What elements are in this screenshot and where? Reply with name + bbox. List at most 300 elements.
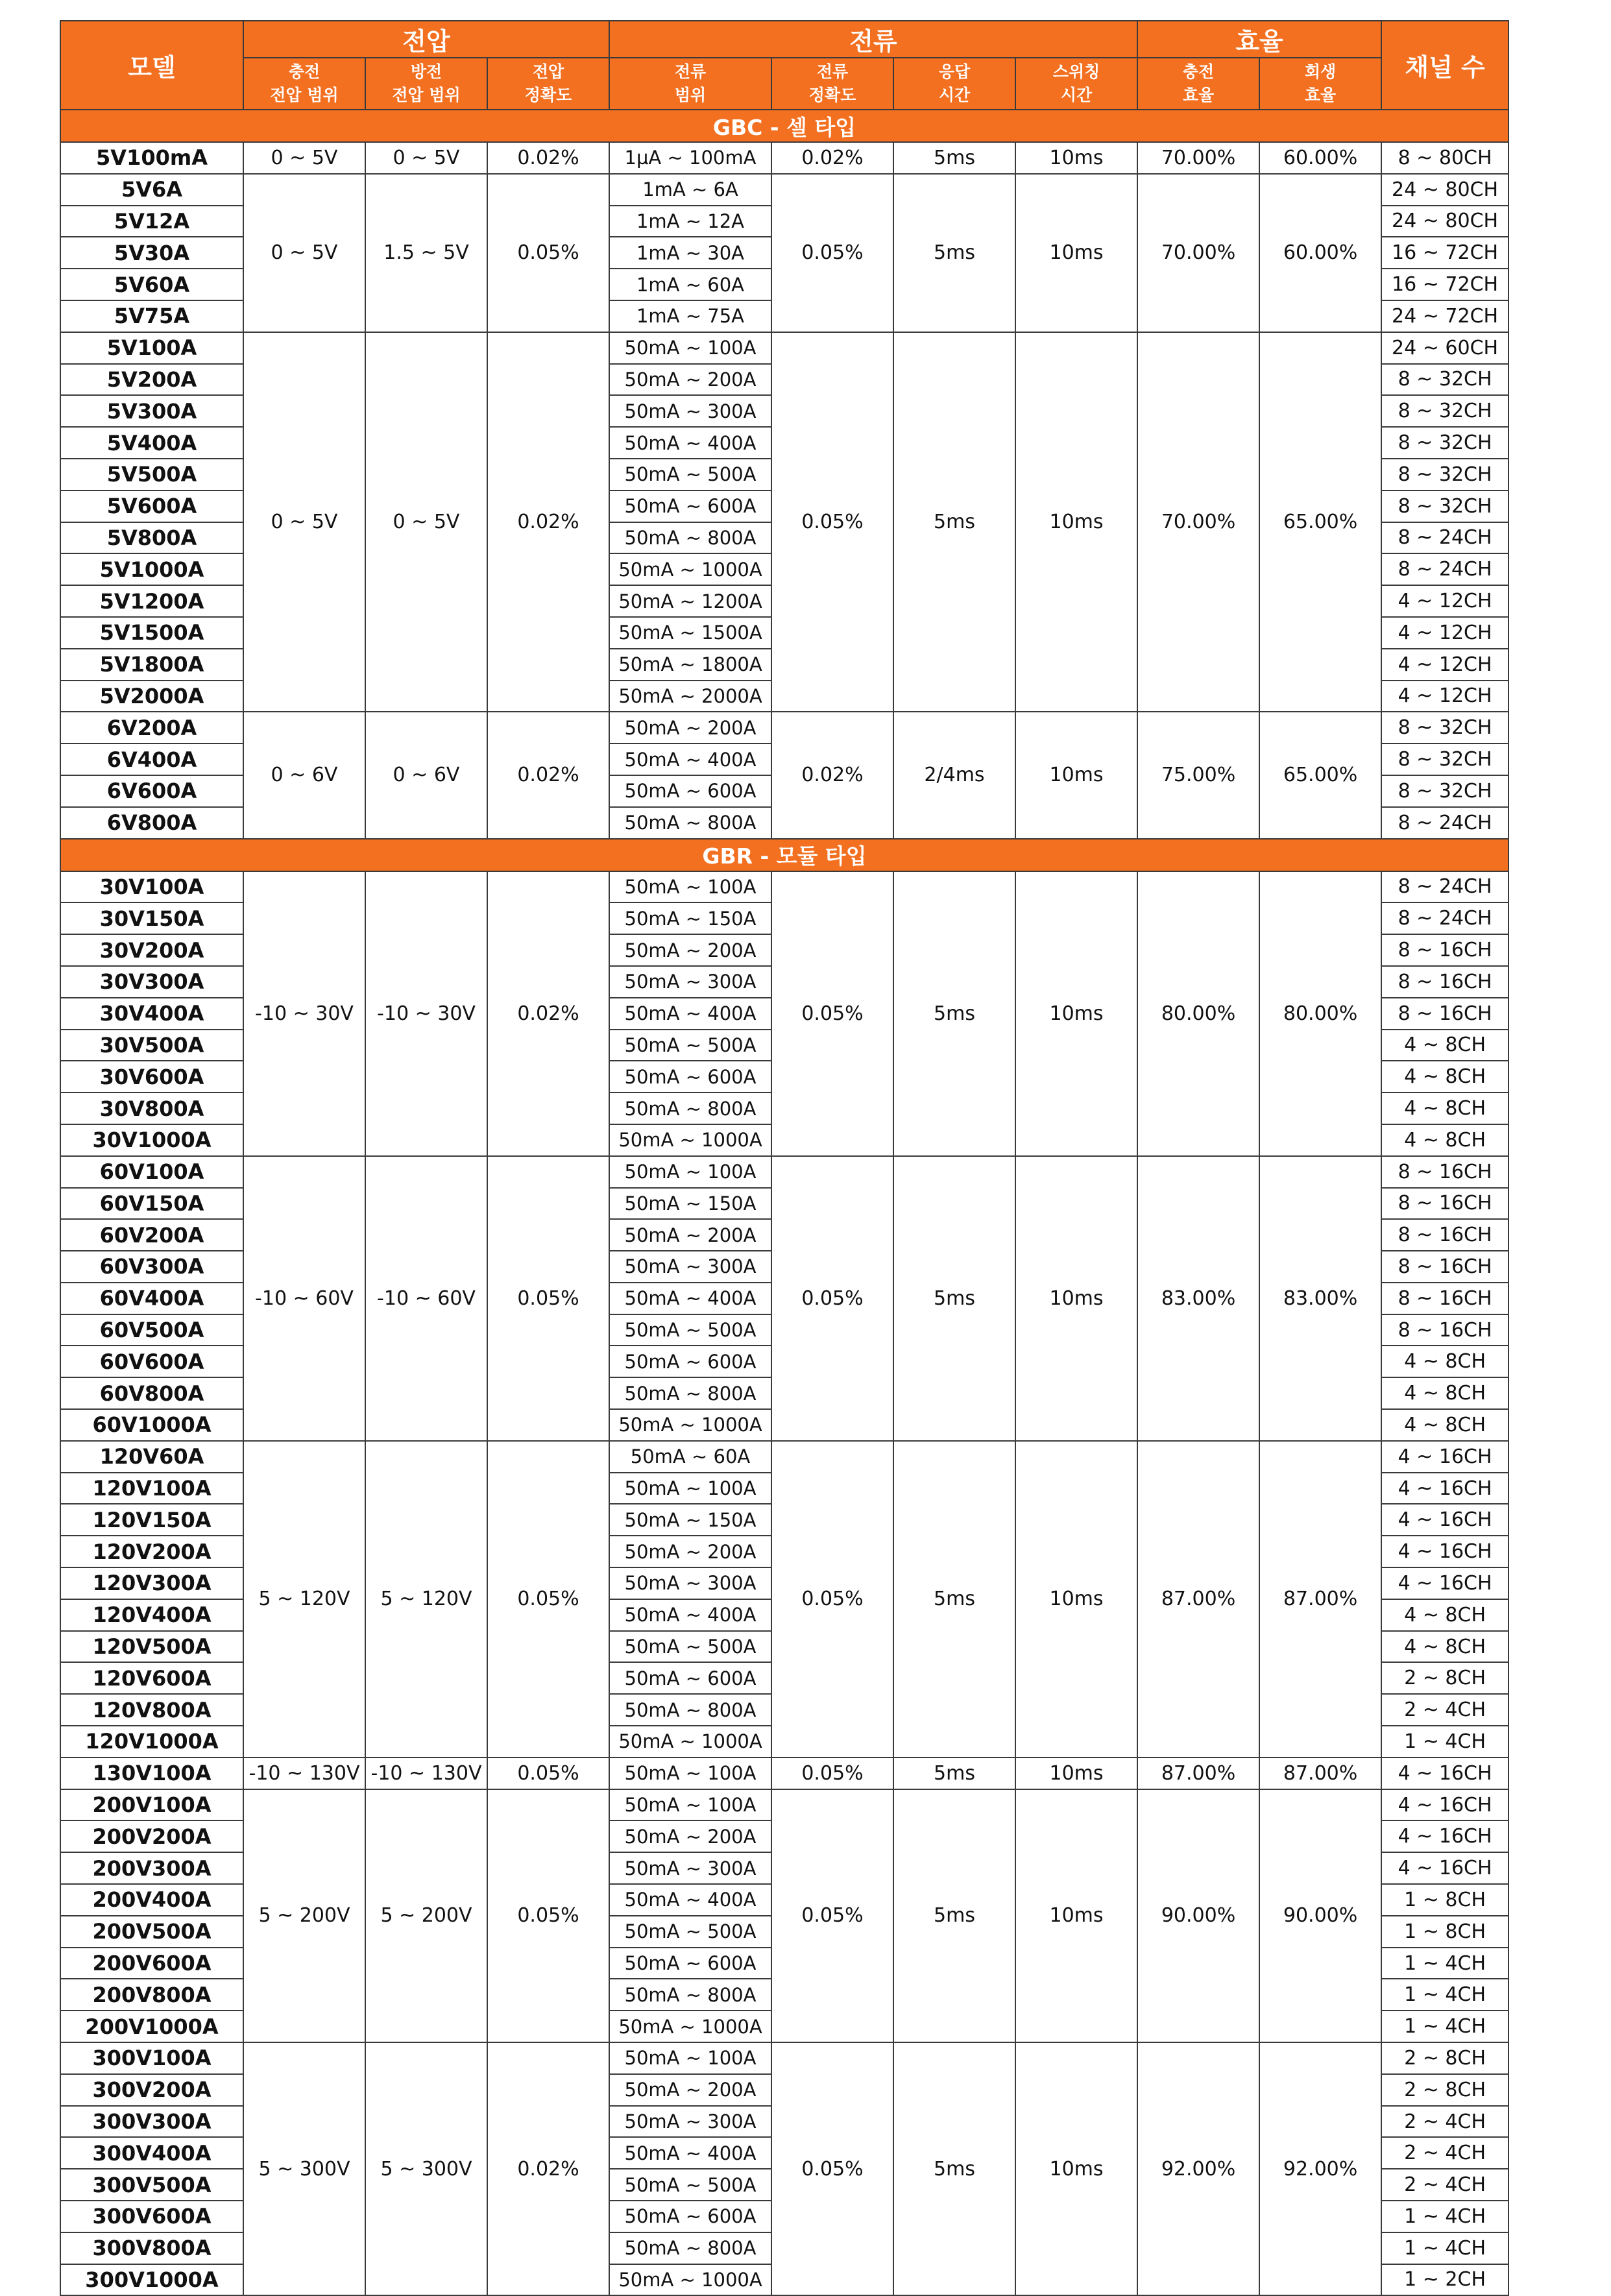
header-regen-efficiency: 회생 효율 bbox=[1259, 58, 1381, 110]
spec-body bbox=[60, 110, 1508, 2295]
channel-count-cell: 4 ~ 16CH bbox=[1381, 1536, 1508, 1567]
channel-count-cell: 4 ~ 16CH bbox=[1381, 1758, 1508, 1789]
switching-time-cell: 10ms bbox=[1015, 174, 1137, 332]
header-charge-voltage-range: 충전 전압 범위 bbox=[243, 58, 365, 110]
model-cell: 200V1000A bbox=[60, 2011, 243, 2042]
discharge-voltage-range-cell: 5 ~ 300V bbox=[365, 2042, 487, 2295]
current-range-cell: 50mA ~ 100A bbox=[609, 1473, 771, 1504]
current-accuracy-cell: 0.05% bbox=[771, 2042, 893, 2295]
model-cell: 120V400A bbox=[60, 1599, 243, 1631]
channel-count-cell: 4 ~ 8CH bbox=[1381, 1631, 1508, 1663]
channel-count-cell: 4 ~ 8CH bbox=[1381, 1377, 1508, 1409]
channel-count-cell: 4 ~ 16CH bbox=[1381, 1789, 1508, 1821]
current-range-cell: 50mA ~ 500A bbox=[609, 1631, 771, 1663]
model-cell: 60V100A bbox=[60, 1156, 243, 1188]
model-cell: 120V500A bbox=[60, 1631, 243, 1663]
model-cell: 60V1000A bbox=[60, 1409, 243, 1441]
current-range-cell: 1mA ~ 60A bbox=[609, 269, 771, 300]
current-range-cell: 50mA ~ 500A bbox=[609, 1916, 771, 1948]
channel-count-cell: 2 ~ 8CH bbox=[1381, 2042, 1508, 2074]
model-cell: 60V300A bbox=[60, 1251, 243, 1283]
response-time-cell: 5ms bbox=[893, 142, 1015, 174]
discharge-voltage-range-cell: -10 ~ 130V bbox=[365, 1758, 487, 1789]
current-accuracy-cell: 0.05% bbox=[771, 1758, 893, 1789]
channel-count-cell: 8 ~ 16CH bbox=[1381, 1219, 1508, 1251]
model-cell: 200V100A bbox=[60, 1789, 243, 1821]
charge-voltage-range-cell: 0 ~ 5V bbox=[243, 174, 365, 332]
charge-voltage-range-cell: 0 ~ 6V bbox=[243, 712, 365, 838]
regen-efficiency-cell: 87.00% bbox=[1259, 1441, 1381, 1758]
current-range-cell: 50mA ~ 600A bbox=[609, 775, 771, 807]
current-range-cell: 50mA ~ 150A bbox=[609, 902, 771, 934]
channel-count-cell: 4 ~ 8CH bbox=[1381, 1409, 1508, 1441]
current-range-cell: 50mA ~ 800A bbox=[609, 1979, 771, 2011]
model-cell: 30V300A bbox=[60, 966, 243, 998]
charge-efficiency-cell: 80.00% bbox=[1137, 871, 1259, 1156]
current-range-cell: 50mA ~ 600A bbox=[609, 1662, 771, 1694]
current-range-cell: 50mA ~ 2000A bbox=[609, 681, 771, 712]
discharge-voltage-range-cell: 0 ~ 5V bbox=[365, 332, 487, 712]
model-cell: 5V1200A bbox=[60, 585, 243, 617]
voltage-accuracy-cell: 0.05% bbox=[487, 1758, 609, 1789]
discharge-voltage-range-cell: -10 ~ 60V bbox=[365, 1156, 487, 1441]
model-cell: 300V300A bbox=[60, 2106, 243, 2138]
channel-count-cell: 1 ~ 2CH bbox=[1381, 2264, 1508, 2296]
channel-count-cell: 4 ~ 16CH bbox=[1381, 1473, 1508, 1504]
current-range-cell: 50mA ~ 300A bbox=[609, 1251, 771, 1283]
model-cell: 6V600A bbox=[60, 775, 243, 807]
header-charge-efficiency: 충전 효율 bbox=[1137, 58, 1259, 110]
model-cell: 6V200A bbox=[60, 712, 243, 743]
current-range-cell: 50mA ~ 300A bbox=[609, 1852, 771, 1884]
channel-count-cell: 1 ~ 4CH bbox=[1381, 2232, 1508, 2264]
model-cell: 120V60A bbox=[60, 1441, 243, 1473]
model-cell: 5V1000A bbox=[60, 553, 243, 585]
channel-count-cell: 4 ~ 16CH bbox=[1381, 1820, 1508, 1852]
current-range-cell: 50mA ~ 200A bbox=[609, 1820, 771, 1852]
channel-count-cell: 2 ~ 4CH bbox=[1381, 2106, 1508, 2138]
channel-count-cell: 4 ~ 12CH bbox=[1381, 617, 1508, 649]
current-range-cell: 50mA ~ 200A bbox=[609, 2074, 771, 2106]
current-accuracy-cell: 0.05% bbox=[771, 332, 893, 712]
model-cell: 6V800A bbox=[60, 807, 243, 839]
response-time-cell: 2/4ms bbox=[893, 712, 1015, 838]
current-range-cell: 50mA ~ 800A bbox=[609, 1377, 771, 1409]
charge-voltage-range-cell: -10 ~ 30V bbox=[243, 871, 365, 1156]
voltage-accuracy-cell: 0.05% bbox=[487, 1156, 609, 1441]
current-accuracy-cell: 0.05% bbox=[771, 871, 893, 1156]
header-switching-time: 스위칭 시간 bbox=[1015, 58, 1137, 110]
channel-count-cell: 4 ~ 8CH bbox=[1381, 1346, 1508, 1377]
model-cell: 60V800A bbox=[60, 1377, 243, 1409]
current-range-cell: 50mA ~ 1000A bbox=[609, 2264, 771, 2296]
model-cell: 60V500A bbox=[60, 1314, 243, 1346]
charge-efficiency-cell: 87.00% bbox=[1137, 1441, 1259, 1758]
channel-count-cell: 4 ~ 16CH bbox=[1381, 1852, 1508, 1884]
switching-time-cell: 10ms bbox=[1015, 332, 1137, 712]
model-cell: 30V800A bbox=[60, 1093, 243, 1124]
switching-time-cell: 10ms bbox=[1015, 2042, 1137, 2295]
regen-efficiency-cell: 65.00% bbox=[1259, 332, 1381, 712]
channel-count-cell: 8 ~ 32CH bbox=[1381, 743, 1508, 775]
header-efficiency: 효율 bbox=[1137, 21, 1381, 58]
model-cell: 5V600A bbox=[60, 490, 243, 522]
regen-efficiency-cell: 90.00% bbox=[1259, 1789, 1381, 2042]
channel-count-cell: 4 ~ 16CH bbox=[1381, 1504, 1508, 1536]
current-range-cell: 50mA ~ 400A bbox=[609, 1283, 771, 1314]
current-range-cell: 50mA ~ 1200A bbox=[609, 585, 771, 617]
current-range-cell: 50mA ~ 500A bbox=[609, 459, 771, 490]
model-cell: 200V600A bbox=[60, 1948, 243, 1979]
current-range-cell: 50mA ~ 800A bbox=[609, 807, 771, 839]
current-range-cell: 50mA ~ 800A bbox=[609, 522, 771, 554]
current-range-cell: 50mA ~ 400A bbox=[609, 427, 771, 459]
current-range-cell: 50mA ~ 400A bbox=[609, 1884, 771, 1916]
current-range-cell: 50mA ~ 500A bbox=[609, 1030, 771, 1061]
current-range-cell: 50mA ~ 500A bbox=[609, 1314, 771, 1346]
model-cell: 5V800A bbox=[60, 522, 243, 554]
current-range-cell: 50mA ~ 800A bbox=[609, 1093, 771, 1124]
response-time-cell: 5ms bbox=[893, 871, 1015, 1156]
model-cell: 6V400A bbox=[60, 743, 243, 775]
model-cell: 5V500A bbox=[60, 459, 243, 490]
model-cell: 120V200A bbox=[60, 1536, 243, 1567]
section-header-row bbox=[60, 110, 1508, 142]
discharge-voltage-range-cell: 5 ~ 120V bbox=[365, 1441, 487, 1758]
response-time-cell: 5ms bbox=[893, 1789, 1015, 2042]
model-cell: 300V200A bbox=[60, 2074, 243, 2106]
model-cell: 120V100A bbox=[60, 1473, 243, 1504]
voltage-accuracy-cell: 0.02% bbox=[487, 2042, 609, 2295]
current-range-cell: 50mA ~ 800A bbox=[609, 1694, 771, 1726]
channel-count-cell: 8 ~ 24CH bbox=[1381, 553, 1508, 585]
model-cell: 300V800A bbox=[60, 2232, 243, 2264]
regen-efficiency-cell: 80.00% bbox=[1259, 871, 1381, 1156]
model-cell: 200V300A bbox=[60, 1852, 243, 1884]
model-cell: 5V100mA bbox=[60, 142, 243, 174]
current-range-cell: 50mA ~ 300A bbox=[609, 966, 771, 998]
charge-voltage-range-cell: 5 ~ 200V bbox=[243, 1789, 365, 2042]
current-range-cell: 50mA ~ 300A bbox=[609, 2106, 771, 2138]
model-cell: 5V200A bbox=[60, 364, 243, 396]
current-accuracy-cell: 0.05% bbox=[771, 1441, 893, 1758]
discharge-voltage-range-cell: 0 ~ 5V bbox=[365, 142, 487, 174]
channel-count-cell: 2 ~ 8CH bbox=[1381, 1662, 1508, 1694]
current-range-cell: 50mA ~ 100A bbox=[609, 1758, 771, 1789]
switching-time-cell: 10ms bbox=[1015, 1441, 1137, 1758]
current-range-cell: 50mA ~ 1500A bbox=[609, 617, 771, 649]
current-range-cell: 50mA ~ 200A bbox=[609, 1536, 771, 1567]
header-response-time: 응답 시간 bbox=[893, 58, 1015, 110]
current-range-cell: 50mA ~ 200A bbox=[609, 712, 771, 743]
header-model: 모델 bbox=[60, 21, 243, 110]
current-range-cell: 50mA ~ 100A bbox=[609, 871, 771, 903]
channel-count-cell: 8 ~ 16CH bbox=[1381, 1188, 1508, 1220]
discharge-voltage-range-cell: -10 ~ 30V bbox=[365, 871, 487, 1156]
model-cell: 5V2000A bbox=[60, 681, 243, 712]
current-range-cell: 50mA ~ 500A bbox=[609, 2169, 771, 2201]
switching-time-cell: 10ms bbox=[1015, 142, 1137, 174]
model-cell: 30V500A bbox=[60, 1030, 243, 1061]
model-cell: 5V6A bbox=[60, 174, 243, 206]
voltage-accuracy-cell: 0.05% bbox=[487, 174, 609, 332]
voltage-accuracy-cell: 0.05% bbox=[487, 1789, 609, 2042]
current-range-cell: 50mA ~ 100A bbox=[609, 1156, 771, 1188]
model-cell: 130V100A bbox=[60, 1758, 243, 1789]
current-range-cell: 50mA ~ 1000A bbox=[609, 2011, 771, 2042]
charge-voltage-range-cell: 0 ~ 5V bbox=[243, 142, 365, 174]
regen-efficiency-cell: 65.00% bbox=[1259, 712, 1381, 838]
model-cell: 200V800A bbox=[60, 1979, 243, 2011]
current-accuracy-cell: 0.05% bbox=[771, 174, 893, 332]
table-row bbox=[60, 142, 1508, 174]
header-channels: 채널 수 bbox=[1381, 21, 1508, 110]
channel-count-cell: 24 ~ 80CH bbox=[1381, 206, 1508, 237]
voltage-accuracy-cell: 0.05% bbox=[487, 1441, 609, 1758]
current-accuracy-cell: 0.05% bbox=[771, 1156, 893, 1441]
current-range-cell: 50mA ~ 400A bbox=[609, 743, 771, 775]
discharge-voltage-range-cell: 5 ~ 200V bbox=[365, 1789, 487, 2042]
current-accuracy-cell: 0.02% bbox=[771, 142, 893, 174]
channel-count-cell: 8 ~ 16CH bbox=[1381, 966, 1508, 998]
switching-time-cell: 10ms bbox=[1015, 1758, 1137, 1789]
header-current-range: 전류 범위 bbox=[609, 58, 771, 110]
current-range-cell: 50mA ~ 200A bbox=[609, 934, 771, 966]
channel-count-cell: 4 ~ 16CH bbox=[1381, 1567, 1508, 1599]
table-row bbox=[60, 332, 1508, 364]
channel-count-cell: 8 ~ 32CH bbox=[1381, 712, 1508, 743]
charge-efficiency-cell: 70.00% bbox=[1137, 332, 1259, 712]
current-range-cell: 50mA ~ 800A bbox=[609, 2232, 771, 2264]
channel-count-cell: 8 ~ 32CH bbox=[1381, 395, 1508, 427]
header-voltage-accuracy: 전압 정확도 bbox=[487, 58, 609, 110]
channel-count-cell: 24 ~ 80CH bbox=[1381, 174, 1508, 206]
regen-efficiency-cell: 92.00% bbox=[1259, 2042, 1381, 2295]
channel-count-cell: 1 ~ 8CH bbox=[1381, 1916, 1508, 1948]
current-range-cell: 50mA ~ 600A bbox=[609, 1061, 771, 1093]
model-cell: 300V100A bbox=[60, 2042, 243, 2074]
current-range-cell: 50mA ~ 400A bbox=[609, 2137, 771, 2169]
model-cell: 30V200A bbox=[60, 934, 243, 966]
channel-count-cell: 4 ~ 12CH bbox=[1381, 585, 1508, 617]
table-row bbox=[60, 2042, 1508, 2074]
charge-voltage-range-cell: -10 ~ 60V bbox=[243, 1156, 365, 1441]
channel-count-cell: 8 ~ 80CH bbox=[1381, 142, 1508, 174]
model-cell: 120V800A bbox=[60, 1694, 243, 1726]
current-range-cell: 50mA ~ 100A bbox=[609, 332, 771, 364]
current-range-cell: 50mA ~ 600A bbox=[609, 1346, 771, 1377]
channel-count-cell: 4 ~ 12CH bbox=[1381, 681, 1508, 712]
voltage-accuracy-cell: 0.02% bbox=[487, 871, 609, 1156]
current-range-cell: 50mA ~ 1000A bbox=[609, 1726, 771, 1758]
current-range-cell: 50mA ~ 1000A bbox=[609, 553, 771, 585]
model-cell: 200V500A bbox=[60, 1916, 243, 1948]
channel-count-cell: 8 ~ 16CH bbox=[1381, 1283, 1508, 1314]
section-header-row bbox=[60, 839, 1508, 871]
model-cell: 300V1000A bbox=[60, 2264, 243, 2296]
model-cell: 300V400A bbox=[60, 2137, 243, 2169]
response-time-cell: 5ms bbox=[893, 332, 1015, 712]
current-range-cell: 1mA ~ 30A bbox=[609, 237, 771, 269]
model-cell: 5V12A bbox=[60, 206, 243, 237]
response-time-cell: 5ms bbox=[893, 2042, 1015, 2295]
header-voltage: 전압 bbox=[243, 21, 609, 58]
switching-time-cell: 10ms bbox=[1015, 1156, 1137, 1441]
model-cell: 60V600A bbox=[60, 1346, 243, 1377]
charge-efficiency-cell: 75.00% bbox=[1137, 712, 1259, 838]
channel-count-cell: 8 ~ 32CH bbox=[1381, 427, 1508, 459]
model-cell: 120V150A bbox=[60, 1504, 243, 1536]
model-cell: 300V500A bbox=[60, 2169, 243, 2201]
model-cell: 5V1500A bbox=[60, 617, 243, 649]
charge-voltage-range-cell: 0 ~ 5V bbox=[243, 332, 365, 712]
channel-count-cell: 1 ~ 4CH bbox=[1381, 1726, 1508, 1758]
current-range-cell: 50mA ~ 400A bbox=[609, 998, 771, 1030]
model-cell: 300V600A bbox=[60, 2201, 243, 2232]
header-current: 전류 bbox=[609, 21, 1137, 58]
channel-count-cell: 24 ~ 72CH bbox=[1381, 300, 1508, 332]
model-cell: 5V60A bbox=[60, 269, 243, 300]
channel-count-cell: 4 ~ 8CH bbox=[1381, 1030, 1508, 1061]
current-range-cell: 1µA ~ 100mA bbox=[609, 142, 771, 174]
channel-count-cell: 1 ~ 4CH bbox=[1381, 1979, 1508, 2011]
model-cell: 30V1000A bbox=[60, 1124, 243, 1156]
channel-count-cell: 2 ~ 4CH bbox=[1381, 1694, 1508, 1726]
regen-efficiency-cell: 60.00% bbox=[1259, 174, 1381, 332]
channel-count-cell: 1 ~ 4CH bbox=[1381, 2201, 1508, 2232]
charge-voltage-range-cell: -10 ~ 130V bbox=[243, 1758, 365, 1789]
channel-count-cell: 8 ~ 32CH bbox=[1381, 364, 1508, 396]
channel-count-cell: 8 ~ 16CH bbox=[1381, 1156, 1508, 1188]
charge-efficiency-cell: 90.00% bbox=[1137, 1789, 1259, 2042]
channel-count-cell: 16 ~ 72CH bbox=[1381, 269, 1508, 300]
channel-count-cell: 8 ~ 24CH bbox=[1381, 807, 1508, 839]
model-cell: 120V300A bbox=[60, 1567, 243, 1599]
table-row bbox=[60, 174, 1508, 206]
current-range-cell: 50mA ~ 400A bbox=[609, 1599, 771, 1631]
regen-efficiency-cell: 83.00% bbox=[1259, 1156, 1381, 1441]
switching-time-cell: 10ms bbox=[1015, 871, 1137, 1156]
regen-efficiency-cell: 60.00% bbox=[1259, 142, 1381, 174]
response-time-cell: 5ms bbox=[893, 1441, 1015, 1758]
current-range-cell: 50mA ~ 150A bbox=[609, 1188, 771, 1220]
table-row bbox=[60, 712, 1508, 743]
spec-table bbox=[60, 20, 1509, 2296]
current-range-cell: 50mA ~ 150A bbox=[609, 1504, 771, 1536]
table-row bbox=[60, 1441, 1508, 1473]
current-range-cell: 1mA ~ 75A bbox=[609, 300, 771, 332]
channel-count-cell: 4 ~ 8CH bbox=[1381, 1061, 1508, 1093]
channel-count-cell: 4 ~ 8CH bbox=[1381, 1599, 1508, 1631]
model-cell: 200V400A bbox=[60, 1884, 243, 1916]
section-title: GBR - 모듈 타입 bbox=[60, 839, 1508, 871]
channel-count-cell: 8 ~ 16CH bbox=[1381, 998, 1508, 1030]
current-accuracy-cell: 0.02% bbox=[771, 712, 893, 838]
model-cell: 120V600A bbox=[60, 1662, 243, 1694]
header-current-accuracy: 전류 정확도 bbox=[771, 58, 893, 110]
current-range-cell: 50mA ~ 600A bbox=[609, 1948, 771, 1979]
current-range-cell: 50mA ~ 60A bbox=[609, 1441, 771, 1473]
model-cell: 30V150A bbox=[60, 902, 243, 934]
channel-count-cell: 1 ~ 4CH bbox=[1381, 2011, 1508, 2042]
channel-count-cell: 4 ~ 12CH bbox=[1381, 649, 1508, 681]
channel-count-cell: 4 ~ 8CH bbox=[1381, 1124, 1508, 1156]
channel-count-cell: 2 ~ 8CH bbox=[1381, 2074, 1508, 2106]
channel-count-cell: 8 ~ 32CH bbox=[1381, 775, 1508, 807]
model-cell: 200V200A bbox=[60, 1820, 243, 1852]
response-time-cell: 5ms bbox=[893, 1758, 1015, 1789]
voltage-accuracy-cell: 0.02% bbox=[487, 332, 609, 712]
table-row bbox=[60, 1789, 1508, 1821]
response-time-cell: 5ms bbox=[893, 174, 1015, 332]
model-cell: 5V75A bbox=[60, 300, 243, 332]
channel-count-cell: 8 ~ 24CH bbox=[1381, 871, 1508, 903]
current-range-cell: 1mA ~ 6A bbox=[609, 174, 771, 206]
voltage-accuracy-cell: 0.02% bbox=[487, 712, 609, 838]
current-range-cell: 1mA ~ 12A bbox=[609, 206, 771, 237]
charge-voltage-range-cell: 5 ~ 120V bbox=[243, 1441, 365, 1758]
header-discharge-voltage-range: 방전 전압 범위 bbox=[365, 58, 487, 110]
charge-efficiency-cell: 92.00% bbox=[1137, 2042, 1259, 2295]
current-range-cell: 50mA ~ 600A bbox=[609, 2201, 771, 2232]
channel-count-cell: 8 ~ 24CH bbox=[1381, 522, 1508, 554]
model-cell: 60V200A bbox=[60, 1219, 243, 1251]
charge-efficiency-cell: 70.00% bbox=[1137, 174, 1259, 332]
charge-voltage-range-cell: 5 ~ 300V bbox=[243, 2042, 365, 2295]
current-range-cell: 50mA ~ 300A bbox=[609, 395, 771, 427]
charge-efficiency-cell: 70.00% bbox=[1137, 142, 1259, 174]
channel-count-cell: 2 ~ 4CH bbox=[1381, 2169, 1508, 2201]
current-range-cell: 50mA ~ 100A bbox=[609, 2042, 771, 2074]
model-cell: 5V400A bbox=[60, 427, 243, 459]
model-cell: 60V150A bbox=[60, 1188, 243, 1220]
channel-count-cell: 4 ~ 16CH bbox=[1381, 1441, 1508, 1473]
channel-count-cell: 8 ~ 16CH bbox=[1381, 934, 1508, 966]
voltage-accuracy-cell: 0.02% bbox=[487, 142, 609, 174]
section-title: GBC - 셀 타입 bbox=[60, 110, 1508, 142]
channel-count-cell: 8 ~ 16CH bbox=[1381, 1251, 1508, 1283]
current-accuracy-cell: 0.05% bbox=[771, 1789, 893, 2042]
discharge-voltage-range-cell: 1.5 ~ 5V bbox=[365, 174, 487, 332]
channel-count-cell: 16 ~ 72CH bbox=[1381, 237, 1508, 269]
channel-count-cell: 8 ~ 32CH bbox=[1381, 459, 1508, 490]
model-cell: 5V30A bbox=[60, 237, 243, 269]
model-cell: 30V100A bbox=[60, 871, 243, 903]
table-row bbox=[60, 1758, 1508, 1789]
switching-time-cell: 10ms bbox=[1015, 1789, 1137, 2042]
model-cell: 120V1000A bbox=[60, 1726, 243, 1758]
model-cell: 60V400A bbox=[60, 1283, 243, 1314]
charge-efficiency-cell: 87.00% bbox=[1137, 1758, 1259, 1789]
response-time-cell: 5ms bbox=[893, 1156, 1015, 1441]
channel-count-cell: 4 ~ 8CH bbox=[1381, 1093, 1508, 1124]
switching-time-cell: 10ms bbox=[1015, 712, 1137, 838]
regen-efficiency-cell: 87.00% bbox=[1259, 1758, 1381, 1789]
discharge-voltage-range-cell: 0 ~ 6V bbox=[365, 712, 487, 838]
table-row bbox=[60, 871, 1508, 903]
current-range-cell: 50mA ~ 1000A bbox=[609, 1409, 771, 1441]
current-range-cell: 50mA ~ 200A bbox=[609, 364, 771, 396]
channel-count-cell: 8 ~ 24CH bbox=[1381, 902, 1508, 934]
model-cell: 30V400A bbox=[60, 998, 243, 1030]
model-cell: 30V600A bbox=[60, 1061, 243, 1093]
channel-count-cell: 8 ~ 16CH bbox=[1381, 1314, 1508, 1346]
channel-count-cell: 1 ~ 8CH bbox=[1381, 1884, 1508, 1916]
current-range-cell: 50mA ~ 600A bbox=[609, 490, 771, 522]
current-range-cell: 50mA ~ 200A bbox=[609, 1219, 771, 1251]
channel-count-cell: 8 ~ 32CH bbox=[1381, 490, 1508, 522]
model-cell: 5V300A bbox=[60, 395, 243, 427]
